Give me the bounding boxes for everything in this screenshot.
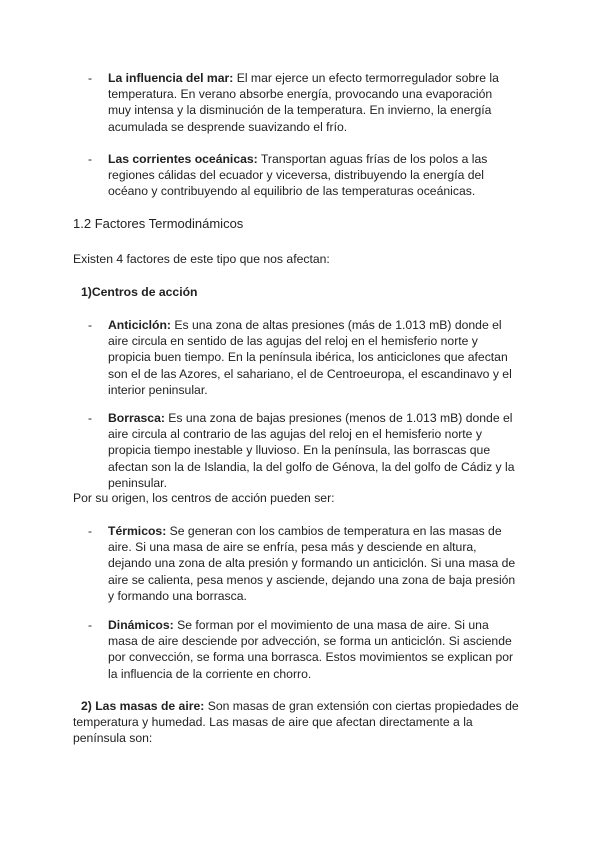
bullet-text: [108, 617, 518, 682]
airmass-paragraph: [73, 698, 525, 747]
origin-paragraph: Por su origen, los centros de acción pueden ser:: [73, 491, 335, 505]
bullet-dash: -: [88, 152, 93, 166]
airmass-body: Son masas de gran extensión con ciertas propiedades de temperatura y humedad. Las masas de aire que afectan directamente a la península son:: [73, 699, 519, 746]
bullet-title: Térmicos:: [108, 524, 167, 538]
bullet-dash: -: [88, 618, 93, 632]
bullet-body: Es una zona de altas presiones (más de 1.013 mB) donde el aire circula en sentido de las agujas del reloj en el hemisferio norte y propicia buen tiempo. En la península ibérica, los anticiclones que afectan son el de las Azores, el sahariano, el de Centroeuropa, el escandinavo y el interior peninsular.: [108, 318, 512, 397]
bullet-text: [108, 70, 518, 135]
bullet-body: Se forman por el movimiento de una masa de aire. Si una masa de aire desciende por advección, se forma un anticiclón. Si asciende por convección, se forma una borrasca. Estos movimientos se explican por la influencia de la corriente en chorro.: [108, 618, 514, 681]
bullet-title: Las corrientes oceánicas:: [108, 152, 258, 166]
bullet-body: Es una zona de bajas presiones (menos de 1.013 mB) donde el aire circula al contrario de las agujas del reloj en el hemisferio norte y propicia tiempo inestable y lluvioso. En la península, las borrascas que afectan son la de Islandia, la del golfo de Génova, la del golfo de Cádiz y la peninsular.: [108, 411, 515, 490]
airmass-title: 2) Las masas de aire:: [81, 699, 205, 713]
bullet-body: El mar ejerce un efecto termorregulador sobre la temperatura. En verano absorbe energía, provocando una evaporación muy intensa y la disminución de la temperatura. En invierno, la energía acumulada se desprende suavizando el frío.: [108, 71, 499, 134]
bullet-title: Anticiclón:: [108, 318, 171, 332]
bullet-body: Transportan aguas frías de los polos a las regiones cálidas del ecuador y viceversa, distribuyendo la energía del océano y contribuyendo al equilibrio de las temperaturas oceánicas.: [108, 152, 488, 199]
intro-paragraph: Existen 4 factores de este tipo que nos afectan:: [73, 252, 330, 266]
section-number: 1.2: [73, 216, 92, 231]
centers-heading: 1)Centros de acción: [81, 285, 198, 299]
bullet-title: Dinámicos:: [108, 618, 174, 632]
bullet-dash: -: [88, 71, 93, 85]
bullet-body: Se generan con los cambios de temperatura en las masas de aire. Si una masa de aire se enfría, pesa más y desciende en altura, dejando una zona de alta presión y formando un anticiclón. Si una masa de aire se calienta, pesa menos y asciende, dejando una zona de baja presión y formando una borrasca.: [108, 524, 516, 603]
bullet-text: [108, 317, 518, 398]
bullet-dash: -: [88, 318, 93, 332]
bullet-dash: -: [88, 524, 93, 538]
bullet-dash: -: [88, 411, 93, 425]
bullet-title: Borrasca:: [108, 411, 165, 425]
section-heading: [73, 216, 243, 232]
bullet-text: [108, 523, 518, 604]
bullet-title: La influencia del mar:: [108, 71, 234, 85]
bullet-text: [108, 151, 518, 200]
bullet-text: [108, 410, 518, 491]
section-title: Factores Termodinámicos: [94, 216, 244, 231]
